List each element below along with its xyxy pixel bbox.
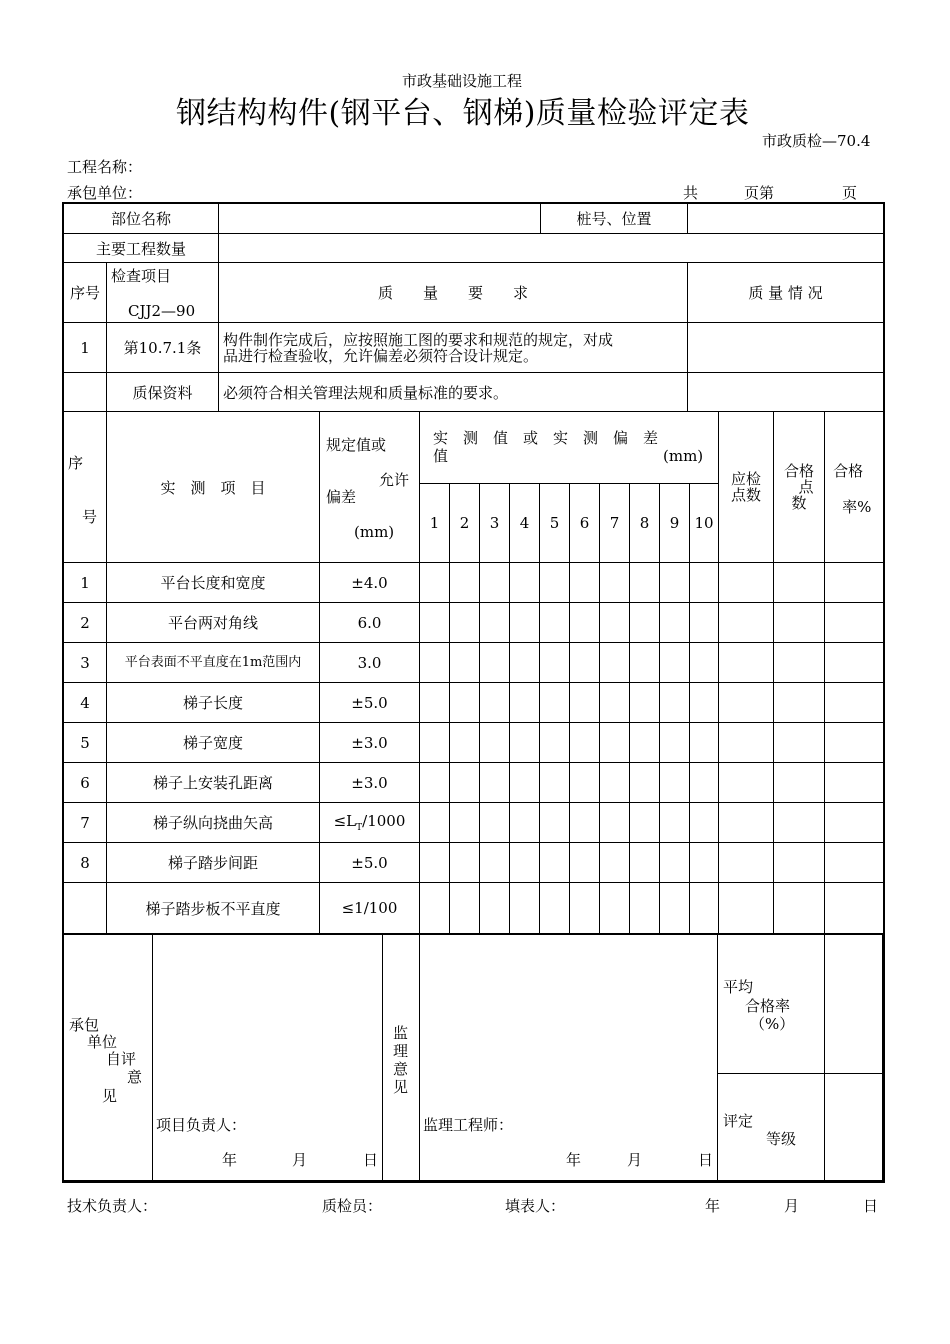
- spec-line2: 允许: [379, 471, 410, 489]
- row-spec: ≤1/100: [320, 883, 420, 934]
- measured-value-cell[interactable]: [600, 683, 630, 723]
- measured-value-cell[interactable]: [600, 763, 630, 803]
- quality-status-label: 质 量 情 况: [688, 263, 884, 323]
- page-total-label: 共: [683, 184, 699, 202]
- row-spec: ±4.0: [320, 563, 420, 603]
- seq-top: 序: [68, 454, 84, 472]
- measured-value-cell[interactable]: [480, 843, 510, 883]
- measured-value-cell[interactable]: [570, 843, 600, 883]
- spec-line1: 规定值或: [326, 436, 387, 454]
- measured-value-cell[interactable]: [540, 683, 570, 723]
- item-header: 实 测 项 目: [107, 412, 320, 563]
- measure-row: [64, 603, 884, 643]
- measured-value-cell[interactable]: [420, 643, 450, 683]
- check-item-label: 检查项目: [111, 267, 172, 285]
- measured-value-cell[interactable]: [480, 763, 510, 803]
- row-spec: 6.0: [320, 603, 420, 643]
- row1-requirement: [219, 323, 688, 373]
- measured-value-cell[interactable]: [450, 763, 480, 803]
- measured-value-cell[interactable]: [510, 563, 540, 603]
- measured-value-cell[interactable]: [570, 883, 600, 934]
- row-item: 平台两对角线: [107, 603, 320, 643]
- pass-rate-cell[interactable]: [825, 723, 884, 763]
- supervision-content[interactable]: [420, 935, 716, 1105]
- measured-value-cell[interactable]: [480, 803, 510, 843]
- measured-value-cell[interactable]: [690, 683, 719, 723]
- measure-rows: [64, 563, 884, 934]
- measured-value-cell[interactable]: [420, 563, 450, 603]
- measured-value-cell[interactable]: [660, 563, 690, 603]
- measured-value-cell[interactable]: [420, 683, 450, 723]
- col-number: 2: [450, 484, 480, 563]
- pm-month: 月: [292, 1151, 308, 1169]
- row-spec: 3.0: [320, 643, 420, 683]
- pass-pts-line1: 合格: [784, 462, 815, 480]
- row-spec: ±3.0: [320, 723, 420, 763]
- rate-line1: 合格: [833, 462, 864, 480]
- col-number: 4: [510, 484, 540, 563]
- measured-value-cell[interactable]: [540, 843, 570, 883]
- row-no: 5: [64, 723, 107, 763]
- measured-value-cell[interactable]: [690, 763, 719, 803]
- quantity-label: 主要工程数量: [64, 234, 219, 263]
- should-check-cell[interactable]: [719, 563, 774, 603]
- pile-value[interactable]: [688, 204, 884, 234]
- pass-points-cell[interactable]: [774, 563, 825, 603]
- col-number: 10: [690, 484, 719, 563]
- docs-no: [64, 373, 107, 412]
- measured-value-cell[interactable]: [540, 603, 570, 643]
- row-no: 4: [64, 683, 107, 723]
- page-end-label: 页: [842, 184, 858, 202]
- measured-value-cell[interactable]: [570, 803, 600, 843]
- pile-label: 桩号、位置: [541, 204, 688, 234]
- col-number: 6: [570, 484, 600, 563]
- measured-value-cell[interactable]: [480, 643, 510, 683]
- measured-value-cell[interactable]: [630, 803, 660, 843]
- avg-rate-2: 合格率: [745, 997, 791, 1015]
- measured-value-cell[interactable]: [690, 843, 719, 883]
- row1-clause: 第10.7.1条: [107, 323, 219, 373]
- row-item: 平台表面不平直度在1m范围内: [107, 643, 320, 683]
- row-spec: ±5.0: [320, 683, 420, 723]
- measured-value-cell[interactable]: [630, 683, 660, 723]
- pass-rate-cell[interactable]: [825, 683, 884, 723]
- measure-row: [64, 723, 884, 763]
- measured-value-cell[interactable]: [600, 603, 630, 643]
- should-check-cell[interactable]: [719, 723, 774, 763]
- tech-label: 技术负责人：: [67, 1197, 158, 1215]
- measured-value-cell[interactable]: [450, 563, 480, 603]
- pass-rate-cell[interactable]: [825, 763, 884, 803]
- should-check-cell[interactable]: [719, 763, 774, 803]
- form-code: 市政质检—70.4: [762, 132, 871, 150]
- measured-value-cell[interactable]: [660, 883, 690, 934]
- col-number: 8: [630, 484, 660, 563]
- measured-value-cell[interactable]: [630, 763, 660, 803]
- pass-rate-cell[interactable]: [825, 843, 884, 883]
- should-line1: 应检: [731, 470, 762, 488]
- page-mid-label: 页第: [744, 184, 775, 202]
- eng-day: 日: [698, 1151, 714, 1169]
- contractor-label: 承包单位：: [67, 184, 143, 202]
- supervision-4: 见: [393, 1078, 409, 1096]
- seq-bottom: 号: [82, 508, 98, 526]
- pm-day: 日: [363, 1151, 379, 1169]
- measured-value-cell[interactable]: [540, 643, 570, 683]
- engineer-label: 监理工程师：: [423, 1116, 514, 1134]
- measured-value-cell[interactable]: [540, 763, 570, 803]
- should-check-cell[interactable]: [719, 643, 774, 683]
- measured-value-cell[interactable]: [540, 883, 570, 934]
- measure-row: [64, 683, 884, 723]
- quantity-value[interactable]: [219, 234, 884, 263]
- measured-value-cell[interactable]: [450, 683, 480, 723]
- col-number: 7: [600, 484, 630, 563]
- part-name-value[interactable]: [219, 204, 541, 234]
- row-item: 梯子踏步板不平直度: [107, 883, 320, 934]
- row-no: 2: [64, 603, 107, 643]
- measured-value-cell[interactable]: [660, 643, 690, 683]
- pass-rate-cell[interactable]: [825, 563, 884, 603]
- row-item: 梯子纵向挠曲矢高: [107, 803, 320, 843]
- row-item: 梯子长度: [107, 683, 320, 723]
- docs-status[interactable]: [688, 373, 884, 412]
- grade-value[interactable]: [825, 1074, 882, 1179]
- measured-value-cell[interactable]: [690, 803, 719, 843]
- measured-value-cell[interactable]: [450, 803, 480, 843]
- row-spec: $\le L_T/1000$: [320, 803, 420, 843]
- measured-value-cell[interactable]: [510, 883, 540, 934]
- pass-points-cell[interactable]: [774, 723, 825, 763]
- measured-value-cell[interactable]: [510, 803, 540, 843]
- part-name-label: 部位名称: [64, 204, 219, 234]
- self-eval-5: 见: [102, 1087, 118, 1105]
- measured-value-cell[interactable]: [420, 723, 450, 763]
- measured-value-cell[interactable]: [690, 603, 719, 643]
- row1-no: 1: [64, 323, 107, 373]
- pass-rate-cell[interactable]: [825, 883, 884, 934]
- self-eval-4: 意: [127, 1068, 143, 1086]
- measured-value-cell[interactable]: [630, 603, 660, 643]
- subtitle: 市政基础设施工程: [402, 72, 523, 90]
- project-name-label: 工程名称：: [67, 158, 143, 176]
- avg-rate-1: 平均: [723, 978, 754, 996]
- measured-value-cell[interactable]: [510, 683, 540, 723]
- measured-value-cell[interactable]: [660, 683, 690, 723]
- measured-value-cell[interactable]: [600, 883, 630, 934]
- spec-line3: 偏差: [326, 488, 357, 506]
- eng-year: 年: [566, 1151, 582, 1169]
- seq-label: 序号: [64, 263, 107, 323]
- measured-value-cell[interactable]: [480, 563, 510, 603]
- pass-pts-line3: 数: [791, 494, 807, 512]
- measured-value-cell[interactable]: [450, 883, 480, 934]
- measured-line1: 实 测 值 或 实 测 偏 差: [433, 429, 659, 447]
- measured-value-cell[interactable]: [510, 843, 540, 883]
- rate-header: [825, 412, 884, 563]
- pass-points-cell[interactable]: [774, 883, 825, 934]
- avg-rate-3: （%）: [750, 1015, 795, 1033]
- should-check-cell[interactable]: [719, 803, 774, 843]
- measured-value-cell[interactable]: [690, 723, 719, 763]
- row-spec: ±5.0: [320, 843, 420, 883]
- should-line2: 点数: [731, 486, 762, 504]
- should-check-header: [719, 412, 774, 563]
- row-no: 7: [64, 803, 107, 843]
- measured-value-cell[interactable]: [690, 883, 719, 934]
- pass-points-cell[interactable]: [774, 763, 825, 803]
- should-check-cell[interactable]: [719, 843, 774, 883]
- measured-header: [420, 412, 719, 484]
- row-no: 6: [64, 763, 107, 803]
- measured-value-cell[interactable]: [450, 723, 480, 763]
- seq-header: [64, 412, 107, 563]
- supervision-1: 监: [393, 1024, 409, 1042]
- row-item: 平台长度和宽度: [107, 563, 320, 603]
- measured-value-cell[interactable]: [510, 723, 540, 763]
- self-eval-1: 承包: [69, 1016, 100, 1034]
- row-item: 梯子上安装孔距离: [107, 763, 320, 803]
- pass-rate-cell[interactable]: [825, 803, 884, 843]
- measured-value-cell[interactable]: [480, 723, 510, 763]
- measured-value-cell[interactable]: [570, 563, 600, 603]
- measured-value-cell[interactable]: [630, 723, 660, 763]
- footer-month: 月: [784, 1197, 800, 1215]
- row-no: 8: [64, 843, 107, 883]
- pass-rate-cell[interactable]: [825, 643, 884, 683]
- measure-row: [64, 563, 884, 603]
- avg-rate-value[interactable]: [825, 935, 882, 1072]
- measured-value-cell[interactable]: [660, 603, 690, 643]
- measure-row: [64, 763, 884, 803]
- eng-month: 月: [627, 1151, 643, 1169]
- should-check-cell[interactable]: [719, 603, 774, 643]
- measured-value-cell[interactable]: [510, 643, 540, 683]
- grade-2: 等级: [766, 1130, 797, 1148]
- measured-value-cell[interactable]: [510, 763, 540, 803]
- supervision-2: 理: [393, 1042, 409, 1060]
- measured-value-cell[interactable]: [570, 603, 600, 643]
- pass-points-cell[interactable]: [774, 683, 825, 723]
- pass-points-cell[interactable]: [774, 843, 825, 883]
- measure-row: [64, 883, 884, 934]
- measured-value-cell[interactable]: [480, 603, 510, 643]
- self-eval-3: 自评: [106, 1050, 137, 1068]
- measured-value-cell[interactable]: [660, 763, 690, 803]
- footer-day: 日: [863, 1197, 879, 1215]
- measured-value-cell[interactable]: [630, 643, 660, 683]
- measured-value-cell[interactable]: [660, 723, 690, 763]
- spec-header: [320, 412, 420, 563]
- measured-value-cell[interactable]: [420, 843, 450, 883]
- measure-row: [64, 803, 884, 843]
- measured-value-cell[interactable]: [570, 763, 600, 803]
- pass-points-cell[interactable]: [774, 603, 825, 643]
- measured-value-cell[interactable]: [420, 763, 450, 803]
- col-number: 5: [540, 484, 570, 563]
- measured-value-cell[interactable]: [630, 843, 660, 883]
- row1-req-line2: 品进行检查验收，允许偏差必须符合设计规定。: [223, 346, 539, 365]
- measure-table: [63, 411, 884, 934]
- col-number: 3: [480, 484, 510, 563]
- inspector-label: 质检员：: [322, 1197, 383, 1215]
- measured-value-cell[interactable]: [540, 563, 570, 603]
- pm-year: 年: [222, 1151, 238, 1169]
- footer-year: 年: [705, 1197, 721, 1215]
- measured-value-cell[interactable]: [450, 843, 480, 883]
- should-check-cell[interactable]: [719, 883, 774, 934]
- self-eval-2: 单位: [87, 1033, 118, 1051]
- measured-value-cell[interactable]: [690, 563, 719, 603]
- row-item: 梯子踏步间距: [107, 843, 320, 883]
- quality-req-label: 质 量 要 求: [219, 263, 688, 323]
- rate-line2: 率%: [842, 498, 872, 516]
- pass-rate-cell[interactable]: [825, 603, 884, 643]
- row1-req-line1: 构件制作完成后，应按照施工图的要求和规范的规定，对成: [223, 330, 614, 349]
- filler-label: 填表人：: [505, 1197, 566, 1215]
- supervision-3: 意: [393, 1060, 409, 1078]
- grade-1: 评定: [723, 1112, 754, 1130]
- pass-points-cell[interactable]: [774, 643, 825, 683]
- measured-value-cell[interactable]: [690, 643, 719, 683]
- pass-points-cell[interactable]: [774, 803, 825, 843]
- measure-row: [64, 643, 884, 683]
- should-check-cell[interactable]: [719, 683, 774, 723]
- row-spec: ±3.0: [320, 763, 420, 803]
- docs-requirement: 必须符合相关管理法规和质量标准的要求。: [219, 373, 688, 412]
- measured-value-cell[interactable]: [420, 883, 450, 934]
- row-no: 3: [64, 643, 107, 683]
- measured-value-cell[interactable]: [600, 803, 630, 843]
- measured-value-cell[interactable]: [600, 643, 630, 683]
- row-no: [64, 883, 107, 934]
- col-number: 1: [420, 484, 450, 563]
- measured-unit: (mm): [663, 447, 704, 465]
- check-item-cell: [107, 263, 219, 323]
- measured-value-cell[interactable]: [660, 843, 690, 883]
- measured-value-cell[interactable]: [600, 723, 630, 763]
- measured-line2: 值: [433, 447, 449, 465]
- measured-value-cell[interactable]: [570, 683, 600, 723]
- docs-label: 质保资料: [107, 373, 219, 412]
- self-eval-content[interactable]: [153, 935, 381, 1105]
- row-item: 梯子宽度: [107, 723, 320, 763]
- measured-value-cell[interactable]: [450, 643, 480, 683]
- measured-value-cell[interactable]: [510, 603, 540, 643]
- pass-pts-line2: 点: [798, 478, 814, 496]
- row1-status[interactable]: [688, 323, 884, 373]
- info-table: [63, 203, 884, 412]
- measure-row: [64, 843, 884, 883]
- measured-value-cell[interactable]: [600, 843, 630, 883]
- measured-value-cell[interactable]: [420, 603, 450, 643]
- standard-code: CJJ2—90: [128, 302, 196, 320]
- measured-value-cell[interactable]: [540, 803, 570, 843]
- measured-value-cell[interactable]: [420, 803, 450, 843]
- page-title: 钢结构构件(钢平台、钢梯)质量检验评定表: [176, 96, 750, 131]
- measured-value-cell[interactable]: [600, 563, 630, 603]
- col-number: 9: [660, 484, 690, 563]
- pass-points-header: [774, 412, 825, 563]
- measured-value-cell[interactable]: [480, 883, 510, 934]
- measured-value-cell[interactable]: [660, 803, 690, 843]
- measured-value-cell[interactable]: [480, 683, 510, 723]
- row-no: 1: [64, 563, 107, 603]
- measured-value-cell[interactable]: [630, 883, 660, 934]
- measured-value-cell[interactable]: [570, 723, 600, 763]
- measured-value-cell[interactable]: [450, 603, 480, 643]
- pm-label: 项目负责人：: [156, 1116, 247, 1134]
- measured-value-cell[interactable]: [630, 563, 660, 603]
- measured-value-cell[interactable]: [570, 643, 600, 683]
- spec-line4: (mm): [354, 523, 395, 541]
- measured-value-cell[interactable]: [540, 723, 570, 763]
